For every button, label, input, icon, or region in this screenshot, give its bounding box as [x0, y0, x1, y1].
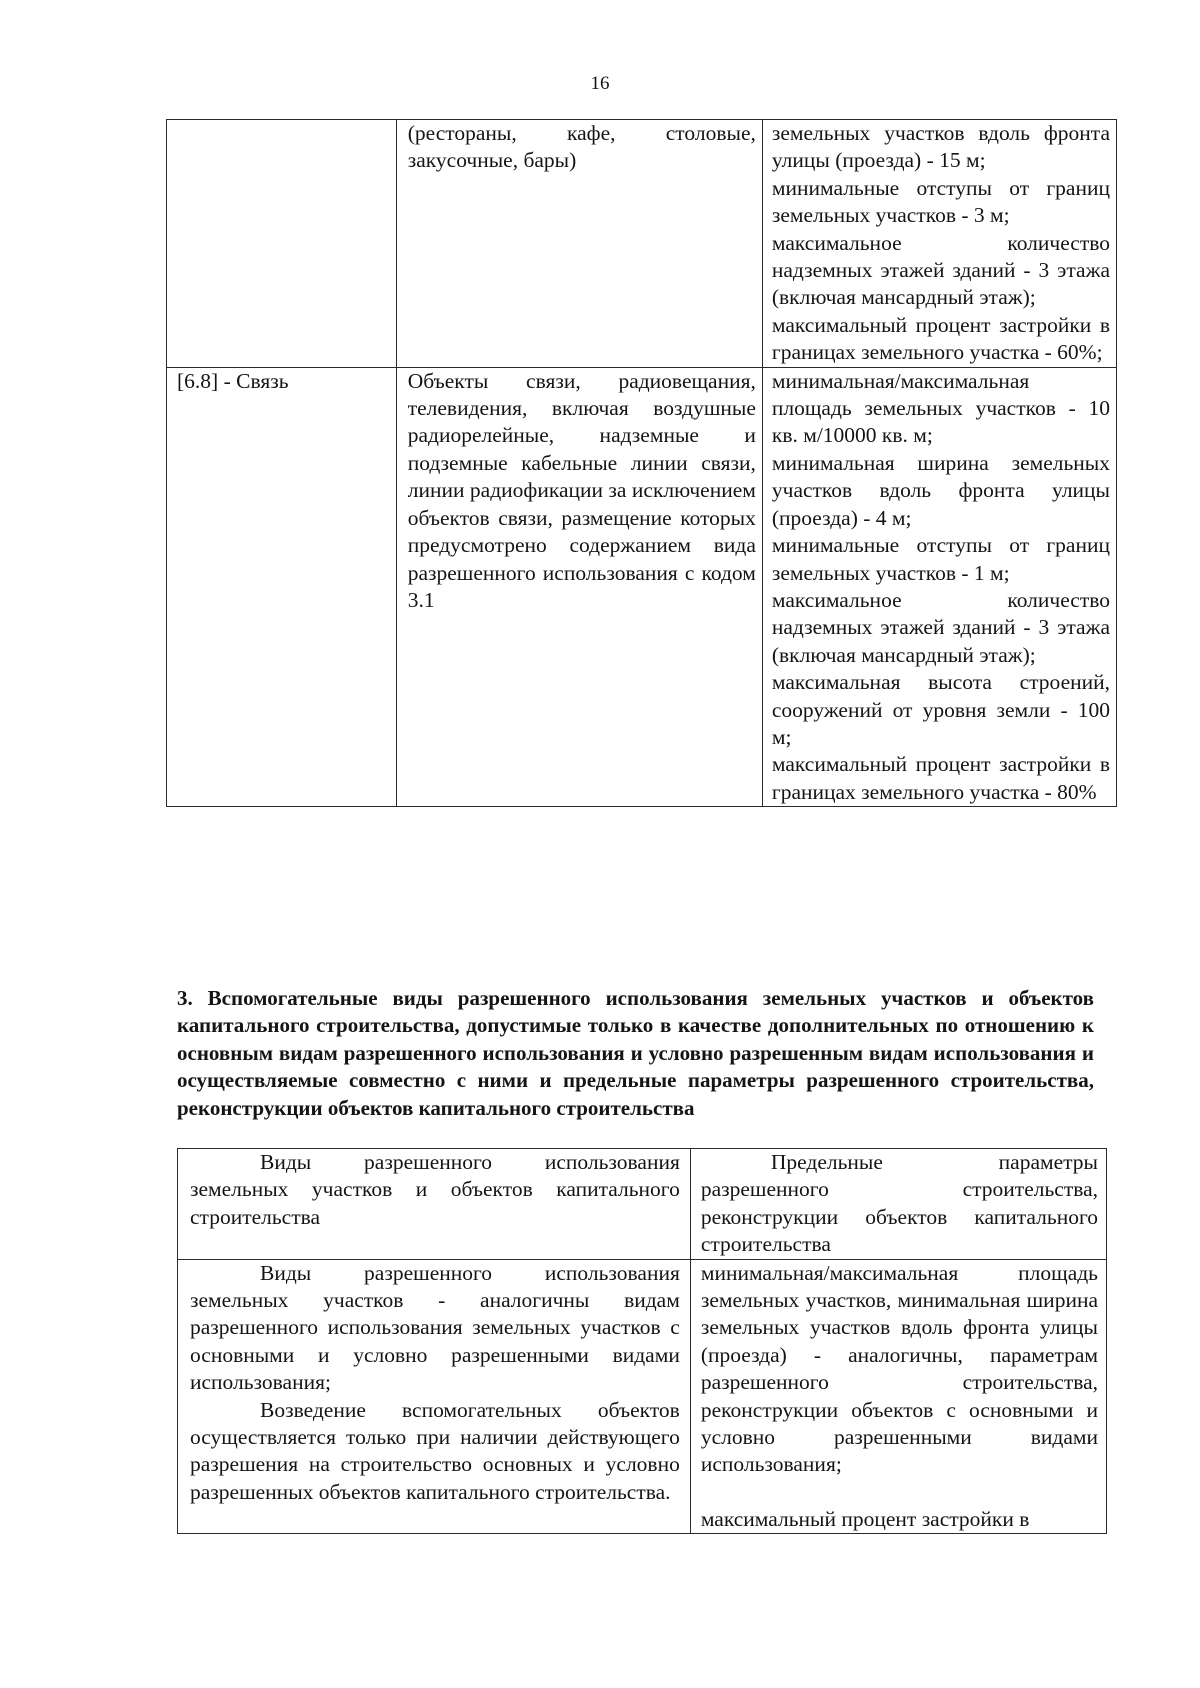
- cell-paragraph: минимальная/максимальная площадь земельных участков, минимальная ширина земельных участков вдоль фронта улицы (проезда) - аналогичны, параметрам разрешенного строительства, реконструкции объектов с основными и условно разрешенными видами использования;: [700, 1260, 1098, 1477]
- permitted-use-table-continued: [166, 119, 1117, 807]
- table-cell-parameters: [762, 120, 1116, 368]
- table-cell-parameters: [690, 1259, 1106, 1534]
- header-text: Виды разрешенного использования земельных участков и объектов капитального строительства: [190, 1150, 680, 1229]
- header-text: Предельные параметры разрешенного строительства, реконструкции объектов капитального строительства: [700, 1150, 1098, 1257]
- paragraph-gap: [701, 1479, 1098, 1506]
- table-cell-use-code: [167, 120, 397, 368]
- cell-paragraph: Возведение вспомогательных объектов осуществляется только при наличии действующего разрешения на строительство основных и условно разрешенных объектов капитального строительства.: [190, 1397, 680, 1504]
- table-cell-description: [396, 367, 762, 807]
- parameter-line: максимальный процент застройки в границах земельного участка - 80%: [771, 752, 1110, 804]
- section-heading: 3. Вспомогательные виды разрешенного использования земельных участков и объектов капитального строительства, допустимые только в качестве дополнительных по отношению к основным видам разрешенного использования и условно разрешенным видам использования и осуществляемые совместно с ними и предельные параметры разрешенного строительства, реконструкции объектов капитального строительства: [177, 986, 1094, 1120]
- parameter-line: минимальные отступы от границ земельных участков - 3 м;: [771, 175, 1110, 228]
- table-row: [167, 120, 1117, 368]
- parameter-line: минимальная/максимальная площадь земельных участков - 10 кв. м/10000 кв. м;: [771, 368, 1110, 448]
- table-cell-use-types: [178, 1259, 691, 1534]
- table-header-cell: [178, 1149, 691, 1260]
- page-number: 16: [590, 73, 610, 94]
- parameter-line: минимальные отступы от границ земельных участков - 1 м;: [771, 533, 1110, 585]
- table-row: [167, 367, 1117, 807]
- table-cell-use-code: [167, 367, 397, 807]
- parameter-line: максимальное количество надземных этажей зданий - 3 этажа (включая мансардный этаж);: [771, 230, 1110, 310]
- cell-paragraph: Виды разрешенного использования земельных участков - аналогичны видам разрешенного использования земельных участков с основными и условно разрешенными видами использования;: [190, 1260, 680, 1395]
- cell-text: [6.8] - Связь: [177, 368, 289, 393]
- parameter-line: земельных участков вдоль фронта улицы (проезда) - 15 м;: [771, 121, 1110, 173]
- table-row: [178, 1259, 1107, 1534]
- parameter-line: максимальная высота строений, сооружений от уровня земли - 100 м;: [771, 670, 1110, 749]
- parameter-line: минимальная ширина земельных участков вдоль фронта улицы (проезда) - 4 м;: [771, 450, 1110, 530]
- cell-text: (рестораны, кафе, столовые, закусочные, бары): [407, 121, 756, 173]
- table-header-cell: [690, 1149, 1106, 1260]
- cell-text: Объекты связи, радиовещания, телевидения, включая воздушные радиорелейные, надземные и подземные кабельные линии связи, линии радиофикации за исключением объектов связи, размещение которых предусмотрено содержанием вида разрешенного использования с кодом 3.1: [407, 368, 756, 612]
- auxiliary-use-table: [177, 1148, 1107, 1534]
- table-header-row: [178, 1149, 1107, 1260]
- parameter-line: максимальное количество надземных этажей зданий - 3 этажа (включая мансардный этаж);: [771, 587, 1110, 667]
- table-cell-description: [396, 120, 762, 368]
- cell-paragraph: максимальный процент застройки в: [700, 1506, 1030, 1531]
- parameter-line: максимальный процент застройки в границах земельного участка - 60%;: [771, 312, 1110, 365]
- table-cell-parameters: [762, 367, 1116, 807]
